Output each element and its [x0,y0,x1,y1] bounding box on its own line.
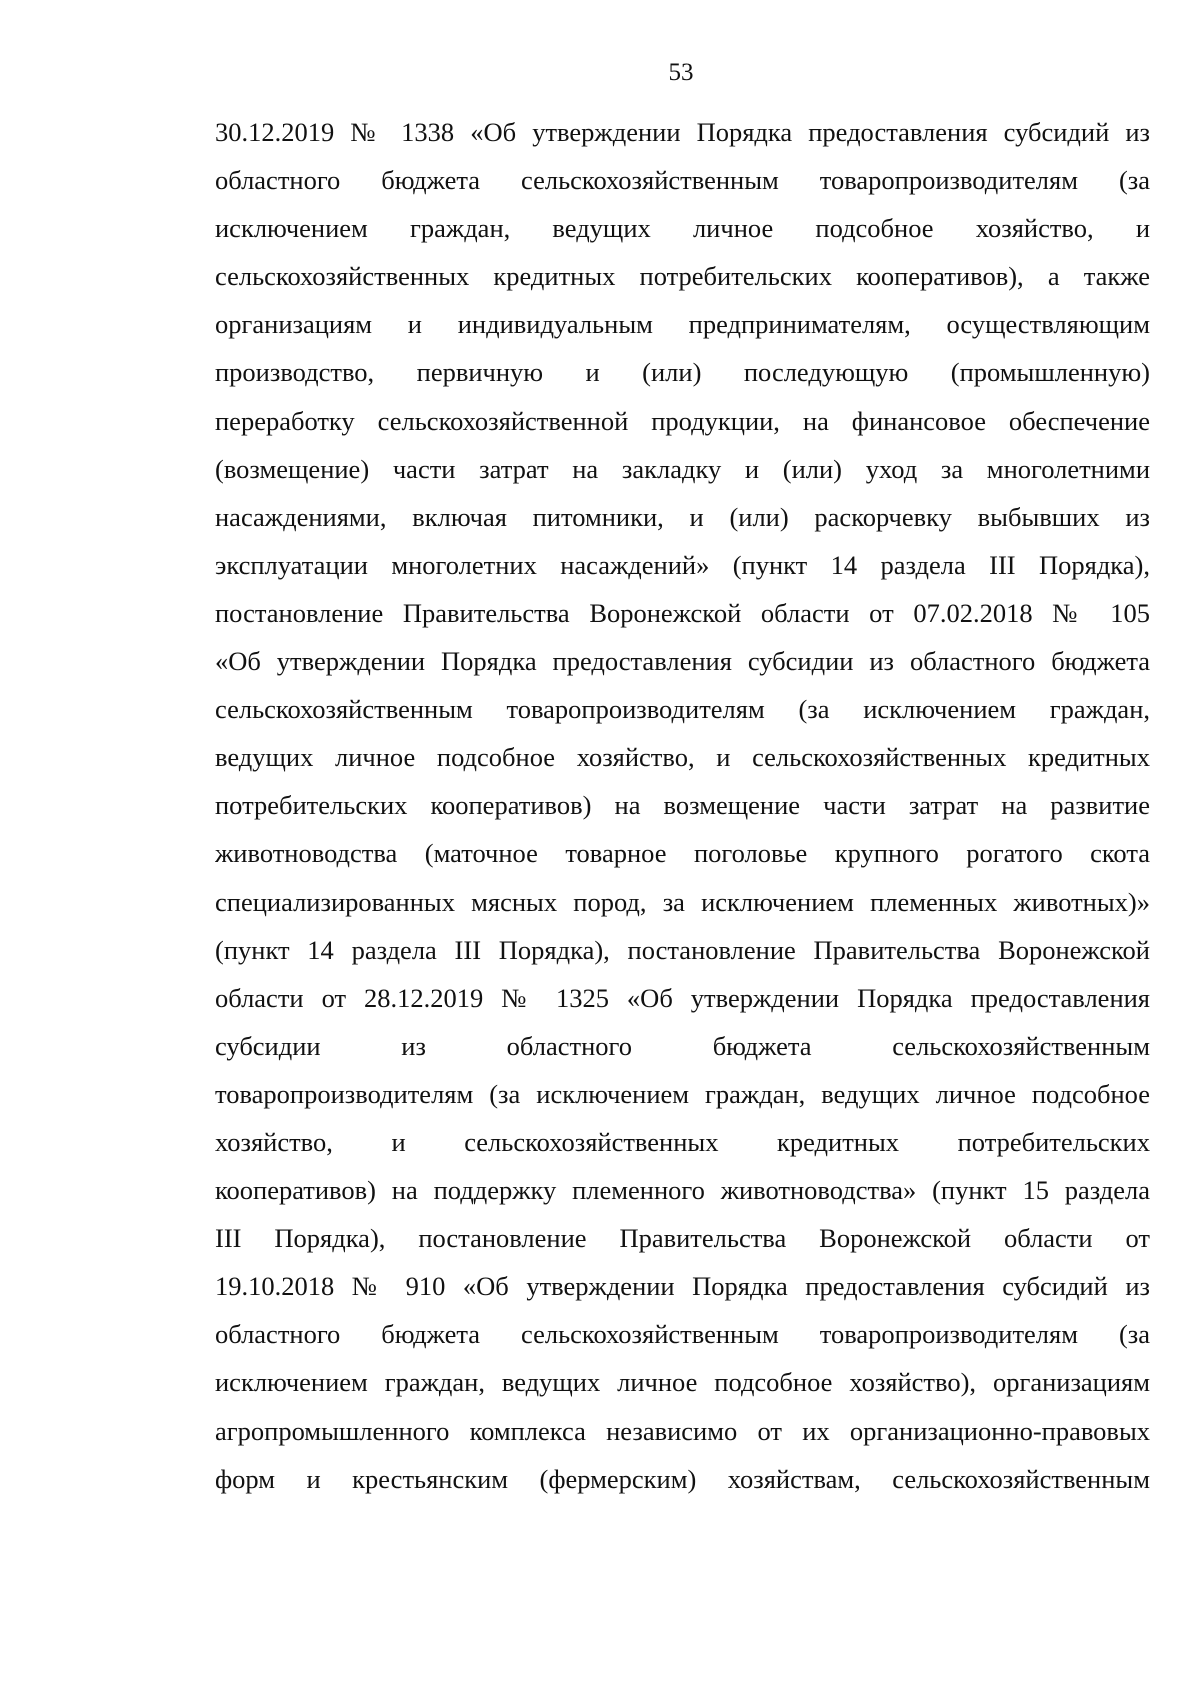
text-line: исключением граждан, ведущих личное подсобное хозяйство, и [215,213,1150,244]
text-line: эксплуатации многолетних насаждений» (пункт 14 раздела III Порядка), [215,549,1150,580]
text-line: «Об утверждении Порядка предоставления субсидии из областного бюджета [215,646,1150,677]
text-line: товаропроизводителям (за исключением граждан, ведущих личное подсобное [215,1078,1150,1109]
text-line: областного бюджета сельскохозяйственным товаропроизводителям (за [215,1319,1150,1350]
text-line: потребительских кооперативов) на возмещение части затрат на развитие [215,790,1150,821]
text-line: насаждениями, включая питомники, и (или) раскорчевку выбывших из [215,501,1150,532]
text-line: области от 28.12.2019 № 1325 «Об утверждении Порядка предоставления [215,982,1150,1013]
document-body [215,108,1150,1503]
text-line: (возмещение) части затрат на закладку и (или) уход за многолетними [215,453,1150,484]
text-line: сельскохозяйственным товаропроизводителям (за исключением граждан, [215,694,1150,725]
text-line: 19.10.2018 № 910 «Об утверждении Порядка предоставления субсидий из [215,1271,1150,1302]
text-line: сельскохозяйственных кредитных потребительских кооперативов), а также [215,261,1150,292]
text-line: исключением граждан, ведущих личное подсобное хозяйство), организациям [215,1367,1150,1398]
text-line: областного бюджета сельскохозяйственным товаропроизводителям (за [215,165,1150,196]
text-line: форм и крестьянским (фермерским) хозяйствам, сельскохозяйственным [215,1463,1150,1494]
text-line: кооперативов) на поддержку племенного животноводства» (пункт 15 раздела [215,1175,1150,1206]
text-line: постановление Правительства Воронежской области от 07.02.2018 № 105 [215,597,1150,628]
text-line: субсидии из областного бюджета сельскохозяйственным [215,1030,1150,1061]
text-line: животноводства (маточное товарное поголовье крупного рогатого скота [215,838,1150,869]
text-line: организациям и индивидуальным предпринимателям, осуществляющим [215,309,1150,340]
text-line: 30.12.2019 № 1338 «Об утверждении Порядка предоставления субсидий из [215,117,1150,147]
text-line: производство, первичную и (или) последующую (промышленную) [215,357,1150,388]
text-line: агропромышленного комплекса независимо от их организационно-правовых [215,1415,1150,1446]
text-line: специализированных мясных пород, за исключением племенных животных)» [215,886,1150,917]
text-line: переработку сельскохозяйственной продукции, на финансовое обеспечение [215,405,1150,436]
text-line: (пункт 14 раздела III Порядка), постановление Правительства Воронежской [215,934,1150,965]
page-number: 53 [668,59,694,86]
text-line: хозяйство, и сельскохозяйственных кредитных потребительских [215,1126,1150,1157]
text-line: III Порядка), постановление Правительства Воронежской области от [215,1223,1150,1254]
text-line: ведущих личное подсобное хозяйство, и сельскохозяйственных кредитных [215,742,1150,773]
